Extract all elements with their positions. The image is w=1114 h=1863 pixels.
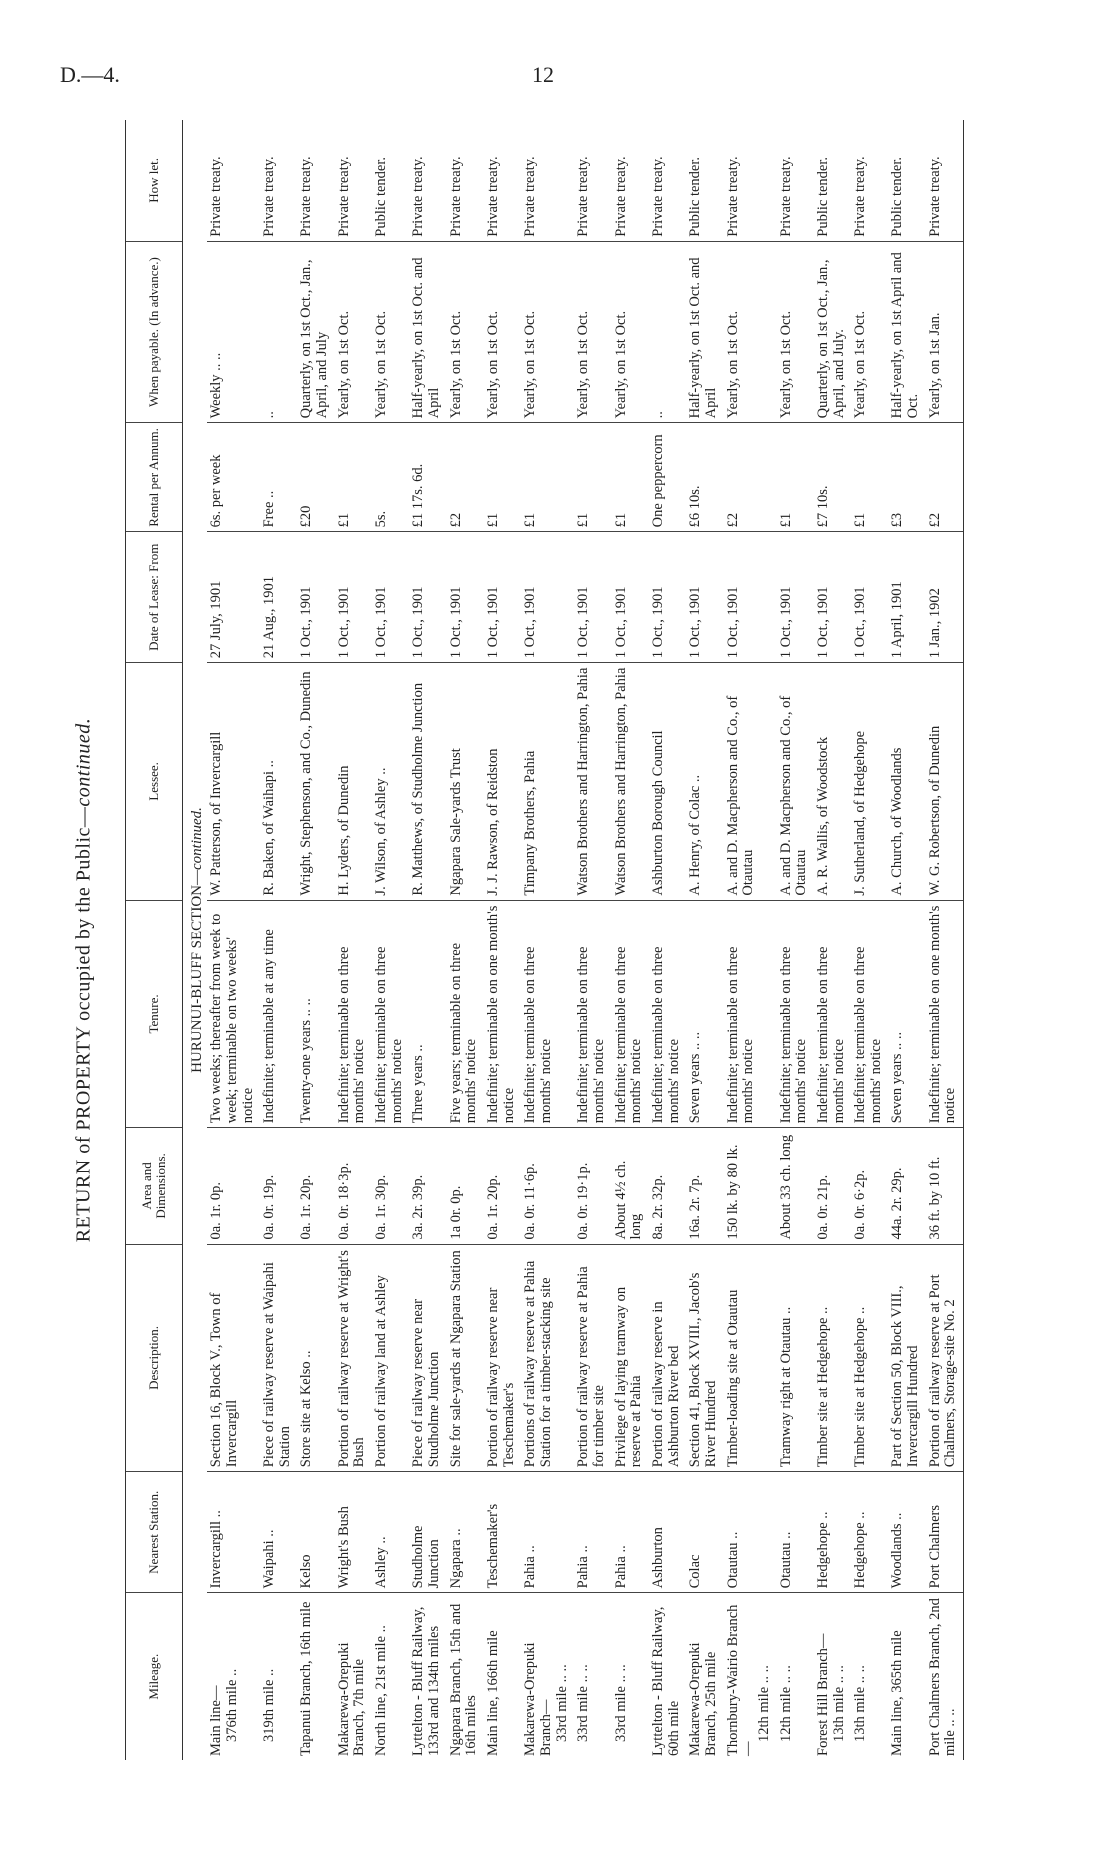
page-number: 12 bbox=[532, 62, 554, 87]
cell-payable: Weekly .. .. bbox=[207, 241, 260, 423]
cell-area: 0a. 1r. 20p. bbox=[484, 1128, 521, 1244]
cell-rental: £2 bbox=[926, 423, 964, 532]
cell-description: Portion of railway reserve near Teschemaker's bbox=[484, 1244, 521, 1472]
cell-description: Timber-loading site at Otautau bbox=[724, 1244, 777, 1472]
cell-mileage bbox=[521, 1593, 574, 1760]
cell-payable: .. bbox=[260, 241, 297, 423]
cell-lessee: R. Baken, of Waihapi .. bbox=[260, 663, 297, 900]
cell-date: 1 Oct., 1901 bbox=[851, 532, 888, 663]
mileage-sub: 33rd mile .. .. bbox=[553, 1664, 570, 1742]
cell-mileage bbox=[612, 1593, 649, 1760]
cell-mileage bbox=[409, 1593, 446, 1760]
mileage-sub: 319th mile .. bbox=[261, 1668, 278, 1742]
cell-mileage bbox=[724, 1593, 777, 1760]
cell-mileage bbox=[207, 1593, 260, 1760]
cell-tenure: Indefinite; terminable on three months' notice bbox=[521, 900, 574, 1128]
cell-station: Port Chalmers bbox=[926, 1472, 964, 1593]
cell-payable: Yearly, on 1st Oct. bbox=[777, 241, 814, 423]
cell-description: Portion of railway reserve at Port Chalmers, Storage-site No. 2 bbox=[926, 1244, 964, 1472]
table-row bbox=[612, 120, 649, 1760]
title-suffix: continued. bbox=[72, 717, 95, 807]
cell-description: Portions of railway reserve at Pahia Station for a timber-stacking site bbox=[521, 1244, 574, 1472]
cell-rental: 6s. per week bbox=[207, 423, 260, 532]
col-tenure: Tenure. bbox=[126, 900, 183, 1128]
cell-payable: Yearly, on 1st Oct. bbox=[724, 241, 777, 423]
cell-how-let: Private treaty. bbox=[612, 120, 649, 241]
cell-mileage bbox=[484, 1593, 521, 1760]
cell-how-let: Private treaty. bbox=[649, 120, 686, 241]
col-description: Description. bbox=[126, 1244, 183, 1472]
cell-lessee: Wright, Stephenson, and Co., Dunedin bbox=[297, 663, 334, 900]
cell-date: 1 Oct., 1901 bbox=[777, 532, 814, 663]
cell-station: Waipahi .. bbox=[260, 1472, 297, 1593]
mileage-line: Main line, 365th mile bbox=[889, 1630, 906, 1756]
cell-tenure: Indefinite; terminable at any time bbox=[260, 900, 297, 1128]
cell-station: Wright's Bush bbox=[335, 1472, 372, 1593]
cell-mileage bbox=[649, 1593, 686, 1760]
cell-area: 0a. 1r. 0p. bbox=[207, 1128, 260, 1244]
cell-how-let: Private treaty. bbox=[724, 120, 777, 241]
cell-description: Portion of railway reserve at Pahia for timber site bbox=[574, 1244, 611, 1472]
cell-rental: £2 bbox=[447, 423, 484, 532]
cell-how-let: Private treaty. bbox=[521, 120, 574, 241]
cell-rental: £20 bbox=[297, 423, 334, 532]
cell-area: 16a. 2r. 7p. bbox=[686, 1128, 723, 1244]
cell-rental: £1 bbox=[335, 423, 372, 532]
cell-tenure: Indefinite; terminable on three months' notice bbox=[814, 900, 851, 1128]
cell-rental: £1 bbox=[574, 423, 611, 532]
cell-station: Invercargill .. bbox=[207, 1472, 260, 1593]
cell-rental: £7 10s. bbox=[814, 423, 851, 532]
cell-mileage bbox=[851, 1593, 888, 1760]
col-rental: Rental per Annum. bbox=[126, 423, 183, 532]
cell-area: 3a. 2r. 39p. bbox=[409, 1128, 446, 1244]
cell-station: Ngapara .. bbox=[447, 1472, 484, 1593]
section-main: HURUNUI-BLUFF SECTION— bbox=[189, 869, 205, 1073]
cell-date: 1 Oct., 1901 bbox=[409, 532, 446, 663]
cell-mileage bbox=[447, 1593, 484, 1760]
col-payable: When payable. (In advance.) bbox=[126, 241, 183, 423]
cell-rental: £1 bbox=[777, 423, 814, 532]
mileage-sub: 12th mile .. .. bbox=[755, 1665, 772, 1742]
cell-mileage bbox=[888, 1593, 925, 1760]
mileage-sub: 33rd mile .. .. bbox=[612, 1664, 629, 1742]
cell-date: 1 Oct., 1901 bbox=[686, 532, 723, 663]
cell-area: 0a. 0r. 6·2p. bbox=[851, 1128, 888, 1244]
cell-payable: .. bbox=[649, 241, 686, 423]
cell-description: Privilege of laying tramway on reserve at Pahia bbox=[612, 1244, 649, 1472]
cell-station: Ashley .. bbox=[372, 1472, 409, 1593]
cell-how-let: Private treaty. bbox=[926, 120, 964, 241]
mileage-line: Lyttelton - Bluff Railway, 133rd and 134th miles bbox=[410, 1606, 443, 1756]
mileage-line: Makarewa-Orepuki Branch— bbox=[522, 1642, 554, 1756]
cell-payable: Half-yearly, on 1st April and Oct. bbox=[888, 241, 925, 423]
cell-area: 0a. 1r. 20p. bbox=[297, 1128, 334, 1244]
table-row bbox=[409, 120, 446, 1760]
mileage-sub: 13th mile .. .. bbox=[830, 1665, 847, 1742]
col-station: Nearest Station. bbox=[126, 1472, 183, 1593]
cell-lessee: Watson Brothers and Harrington, Pahia bbox=[574, 663, 611, 900]
cell-lessee: Ashburton Borough Council bbox=[649, 663, 686, 900]
cell-tenure: Indefinite; terminable on three months' notice bbox=[724, 900, 777, 1128]
cell-payable: Yearly, on 1st Oct. bbox=[574, 241, 611, 423]
cell-rental: 5s. bbox=[372, 423, 409, 532]
table-row bbox=[297, 120, 334, 1760]
cell-station: Kelso bbox=[297, 1472, 334, 1593]
cell-lessee: J. J. Rawson, of Reidston bbox=[484, 663, 521, 900]
cell-tenure: Indefinite; terminable on one month's notice bbox=[484, 900, 521, 1128]
table-body bbox=[183, 120, 964, 1760]
cell-tenure: Five years; terminable on three months' notice bbox=[447, 900, 484, 1128]
cell-rental: £6 10s. bbox=[686, 423, 723, 532]
cell-lessee: W. Patterson, of Invercargill bbox=[207, 663, 260, 900]
cell-lessee: A. and D. Macpherson and Co., of Otautau bbox=[724, 663, 777, 900]
table-row bbox=[447, 120, 484, 1760]
cell-lessee: Watson Brothers and Harrington, Pahia bbox=[612, 663, 649, 900]
cell-tenure: Three years .. bbox=[409, 900, 446, 1128]
cell-tenure: Indefinite; terminable on three months' notice bbox=[612, 900, 649, 1128]
col-area: Area and Dimensions. bbox=[126, 1128, 183, 1244]
cell-date: 1 Oct., 1901 bbox=[297, 532, 334, 663]
cell-tenure: Seven years .. .. bbox=[686, 900, 723, 1128]
cell-description: Section 16, Block V., Town of Invercargill bbox=[207, 1244, 260, 1472]
cell-date: 1 April, 1901 bbox=[888, 532, 925, 663]
mileage-line: Makarewa-Orepuki Branch, 7th mile bbox=[335, 1642, 368, 1756]
cell-tenure: Indefinite; terminable on three months' notice bbox=[649, 900, 686, 1128]
cell-payable: Yearly, on 1st Oct. bbox=[521, 241, 574, 423]
cell-how-let: Public tender. bbox=[372, 120, 409, 241]
cell-description: Portion of railway land at Ashley bbox=[372, 1244, 409, 1472]
cell-station: Colac bbox=[686, 1472, 723, 1593]
mileage-sub: 33rd mile .. .. bbox=[575, 1664, 592, 1742]
cell-payable: Yearly, on 1st Oct. bbox=[612, 241, 649, 423]
page-ref: D.—4. bbox=[60, 62, 120, 87]
table-row bbox=[484, 120, 521, 1760]
cell-lessee: J. Wilson, of Ashley .. bbox=[372, 663, 409, 900]
table-row bbox=[686, 120, 723, 1760]
cell-mileage bbox=[372, 1593, 409, 1760]
cell-station: Woodlands .. bbox=[888, 1472, 925, 1593]
mileage-line: Makarewa-Orepuki Branch, 25th mile bbox=[687, 1642, 719, 1756]
col-date: Date of Lease: From bbox=[126, 532, 183, 663]
table-row bbox=[851, 120, 888, 1760]
cell-area: 44a. 2r. 29p. bbox=[888, 1128, 925, 1244]
cell-payable: Half-yearly, on 1st Oct. and April bbox=[409, 241, 446, 423]
cell-payable: Quarterly, on 1st Oct., Jan., April, and July. bbox=[814, 241, 851, 423]
table-row bbox=[926, 120, 964, 1760]
table-row bbox=[372, 120, 409, 1760]
cell-lessee: A. and D. Macpherson and Co., of Otautau bbox=[777, 663, 814, 900]
table-row bbox=[649, 120, 686, 1760]
cell-area: 0a. 1r. 30p. bbox=[372, 1128, 409, 1244]
cell-how-let: Private treaty. bbox=[574, 120, 611, 241]
cell-lessee: H. Lyders, of Dunedin bbox=[335, 663, 372, 900]
cell-date: 1 Oct., 1901 bbox=[372, 532, 409, 663]
table-row bbox=[335, 120, 372, 1760]
mileage-sub: 12th mile .. .. bbox=[777, 1665, 794, 1742]
cell-payable: Yearly, on 1st Jan. bbox=[926, 241, 964, 423]
cell-description: Timber site at Hedgehope .. bbox=[851, 1244, 888, 1472]
cell-payable: Yearly, on 1st Oct. bbox=[851, 241, 888, 423]
cell-rental: £1 bbox=[851, 423, 888, 532]
cell-area: 1a 0r. 0p. bbox=[447, 1128, 484, 1244]
cell-mileage bbox=[574, 1593, 611, 1760]
cell-area: 0a. 0r. 18·3p. bbox=[335, 1128, 372, 1244]
cell-lessee: Ngapara Sale-yards Trust bbox=[447, 663, 484, 900]
cell-lessee: W. G. Robertson, of Dunedin bbox=[926, 663, 964, 900]
cell-mileage bbox=[686, 1593, 723, 1760]
cell-how-let: Public tender. bbox=[686, 120, 723, 241]
section-heading bbox=[183, 120, 208, 1760]
mileage-line: Tapanui Branch, 16th mile bbox=[298, 1601, 315, 1756]
cell-how-let: Private treaty. bbox=[207, 120, 260, 241]
cell-payable: Yearly, on 1st Oct. bbox=[372, 241, 409, 423]
cell-how-let: Private treaty. bbox=[260, 120, 297, 241]
cell-date: 1 Oct., 1901 bbox=[612, 532, 649, 663]
cell-station: Pahia .. bbox=[574, 1472, 611, 1593]
cell-description: Part of Section 50, Block VIII., Invercargill Hundred bbox=[888, 1244, 925, 1472]
section-row bbox=[183, 120, 208, 1760]
cell-description: Portion of railway reserve at Wright's Bush bbox=[335, 1244, 372, 1472]
cell-tenure: Seven years .. .. bbox=[888, 900, 925, 1128]
cell-area: 0a. 0r. 19·1p. bbox=[574, 1128, 611, 1244]
col-lessee: Lessee. bbox=[126, 663, 183, 900]
cell-how-let: Private treaty. bbox=[297, 120, 334, 241]
cell-lessee: Timpany Brothers, Pahia bbox=[521, 663, 574, 900]
mileage-line: Main line— bbox=[208, 1685, 225, 1756]
cell-description: Timber site at Hedgehope .. bbox=[814, 1244, 851, 1472]
cell-description: Piece of railway reserve near Studholme Junction bbox=[409, 1244, 446, 1472]
cell-payable: Quarterly, on 1st Oct., Jan., April, and July bbox=[297, 241, 334, 423]
mileage-line: North line, 21st mile .. bbox=[373, 1625, 390, 1756]
cell-tenure: Twenty-one years .. .. bbox=[297, 900, 334, 1128]
cell-lessee: A. Henry, of Colac .. bbox=[686, 663, 723, 900]
cell-how-let: Private treaty. bbox=[409, 120, 446, 241]
cell-lessee: R. Matthews, of Studholme Junction bbox=[409, 663, 446, 900]
mileage-line: Ngapara Branch, 15th and 16th miles bbox=[447, 1603, 480, 1756]
cell-date: 1 Oct., 1901 bbox=[814, 532, 851, 663]
cell-station: Pahia .. bbox=[521, 1472, 574, 1593]
cell-rental: £1 17s. 6d. bbox=[409, 423, 446, 532]
cell-station: Hedgehope .. bbox=[851, 1472, 888, 1593]
cell-date: 27 July, 1901 bbox=[207, 532, 260, 663]
mileage-line: Lyttelton - Bluff Railway, 60th mile bbox=[649, 1606, 682, 1756]
cell-description: Tramway right at Otautau .. bbox=[777, 1244, 814, 1472]
cell-rental: £1 bbox=[612, 423, 649, 532]
cell-station: Otautau .. bbox=[724, 1472, 777, 1593]
cell-date: 1 Jan., 1902 bbox=[926, 532, 964, 663]
cell-how-let: Public tender. bbox=[814, 120, 851, 241]
cell-how-let: Private treaty. bbox=[851, 120, 888, 241]
cell-payable: Half-yearly, on 1st Oct. and April bbox=[686, 241, 723, 423]
cell-description: Piece of railway reserve at Waipahi Station bbox=[260, 1244, 297, 1472]
cell-tenure: Two weeks; thereafter from week to week; terminable on two weeks' notice bbox=[207, 900, 260, 1128]
cell-area: 150 lk. by 80 lk. bbox=[724, 1128, 777, 1244]
cell-mileage bbox=[814, 1593, 851, 1760]
cell-station: Hedgehope .. bbox=[814, 1472, 851, 1593]
cell-tenure: Indefinite; terminable on three months' notice bbox=[335, 900, 372, 1128]
cell-mileage bbox=[297, 1593, 334, 1760]
cell-tenure: Indefinite; terminable on three months' notice bbox=[574, 900, 611, 1128]
table-row bbox=[260, 120, 297, 1760]
cell-tenure: Indefinite; terminable on three months' notice bbox=[372, 900, 409, 1128]
col-mileage: Mileage. bbox=[126, 1593, 183, 1760]
cell-how-let: Public tender. bbox=[888, 120, 925, 241]
cell-date: 1 Oct., 1901 bbox=[335, 532, 372, 663]
cell-date: 1 Oct., 1901 bbox=[484, 532, 521, 663]
cell-area: 0a. 0r. 19p. bbox=[260, 1128, 297, 1244]
cell-description: Portion of railway reserve in Ashburton River bed bbox=[649, 1244, 686, 1472]
cell-date: 1 Oct., 1901 bbox=[447, 532, 484, 663]
cell-area: 0a. 0r. 21p. bbox=[814, 1128, 851, 1244]
cell-payable: Yearly, on 1st Oct. bbox=[484, 241, 521, 423]
cell-lessee: J. Sutherland, of Hedgehope bbox=[851, 663, 888, 900]
cell-rental: £1 bbox=[521, 423, 574, 532]
cell-area: 0a. 0r. 11·6p. bbox=[521, 1128, 574, 1244]
cell-date: 1 Oct., 1901 bbox=[574, 532, 611, 663]
cell-description: Site for sale-yards at Ngapara Station bbox=[447, 1244, 484, 1472]
cell-area: About 4½ ch. long bbox=[612, 1128, 649, 1244]
cell-mileage bbox=[260, 1593, 297, 1760]
section-suffix: continued. bbox=[189, 807, 205, 870]
cell-station: Ashburton bbox=[649, 1472, 686, 1593]
table-row bbox=[574, 120, 611, 1760]
cell-rental: £2 bbox=[724, 423, 777, 532]
table-row bbox=[207, 120, 260, 1760]
cell-payable: Yearly, on 1st Oct. bbox=[447, 241, 484, 423]
cell-station: Studholme Junction bbox=[409, 1472, 446, 1593]
page-title bbox=[73, 718, 96, 1243]
cell-date: 21 Aug., 1901 bbox=[260, 532, 297, 663]
cell-how-let: Private treaty. bbox=[447, 120, 484, 241]
cell-mileage bbox=[335, 1593, 372, 1760]
cell-area: 8a. 2r. 32p. bbox=[649, 1128, 686, 1244]
cell-description: Store site at Kelso .. bbox=[297, 1244, 334, 1472]
property-table bbox=[125, 120, 964, 1760]
cell-date: 1 Oct., 1901 bbox=[649, 532, 686, 663]
table-row bbox=[724, 120, 777, 1760]
cell-area: 36 ft. by 10 ft. bbox=[926, 1128, 964, 1244]
cell-mileage bbox=[777, 1593, 814, 1760]
table-row bbox=[521, 120, 574, 1760]
mileage-line: Main line, 166th mile bbox=[485, 1630, 502, 1756]
cell-station: Otautau .. bbox=[777, 1472, 814, 1593]
cell-tenure: Indefinite; terminable on one month's notice bbox=[926, 900, 964, 1128]
mileage-sub: 376th mile .. bbox=[223, 1668, 240, 1742]
cell-station: Teschemaker's bbox=[484, 1472, 521, 1593]
cell-how-let: Private treaty. bbox=[484, 120, 521, 241]
cell-lessee: A. Church, of Woodlands bbox=[888, 663, 925, 900]
property-table-wrap bbox=[125, 120, 995, 1760]
cell-area: About 33 ch. long bbox=[777, 1128, 814, 1244]
cell-mileage bbox=[926, 1593, 964, 1760]
cell-date: 1 Oct., 1901 bbox=[521, 532, 574, 663]
cell-how-let: Private treaty. bbox=[335, 120, 372, 241]
cell-date: 1 Oct., 1901 bbox=[724, 532, 777, 663]
cell-description: Section 41, Block XVIII., Jacob's River Hundred bbox=[686, 1244, 723, 1472]
cell-tenure: Indefinite; terminable on three months' notice bbox=[851, 900, 888, 1128]
header-row bbox=[126, 120, 183, 1760]
cell-station: Pahia .. bbox=[612, 1472, 649, 1593]
mileage-sub: 13th mile .. .. bbox=[852, 1665, 869, 1742]
mileage-line: Port Chalmers Branch, 2nd mile .. .. bbox=[926, 1598, 959, 1756]
cell-payable: Yearly, on 1st Oct. bbox=[335, 241, 372, 423]
cell-rental: £1 bbox=[484, 423, 521, 532]
table-row bbox=[777, 120, 814, 1760]
table-row bbox=[814, 120, 851, 1760]
cell-rental: One peppercorn bbox=[649, 423, 686, 532]
cell-rental: Free .. bbox=[260, 423, 297, 532]
cell-rental: £3 bbox=[888, 423, 925, 532]
table-row bbox=[888, 120, 925, 1760]
title-main: RETURN of PROPERTY occupied by the Public— bbox=[72, 806, 95, 1243]
cell-lessee: A. R. Wallis, of Woodstock bbox=[814, 663, 851, 900]
mileage-line: Forest Hill Branch— bbox=[814, 1633, 831, 1756]
cell-how-let: Private treaty. bbox=[777, 120, 814, 241]
mileage-line: Thornbury-Wairio Branch— bbox=[724, 1604, 757, 1756]
cell-tenure: Indefinite; terminable on three months' notice bbox=[777, 900, 814, 1128]
col-how-let: How let. bbox=[126, 120, 183, 241]
